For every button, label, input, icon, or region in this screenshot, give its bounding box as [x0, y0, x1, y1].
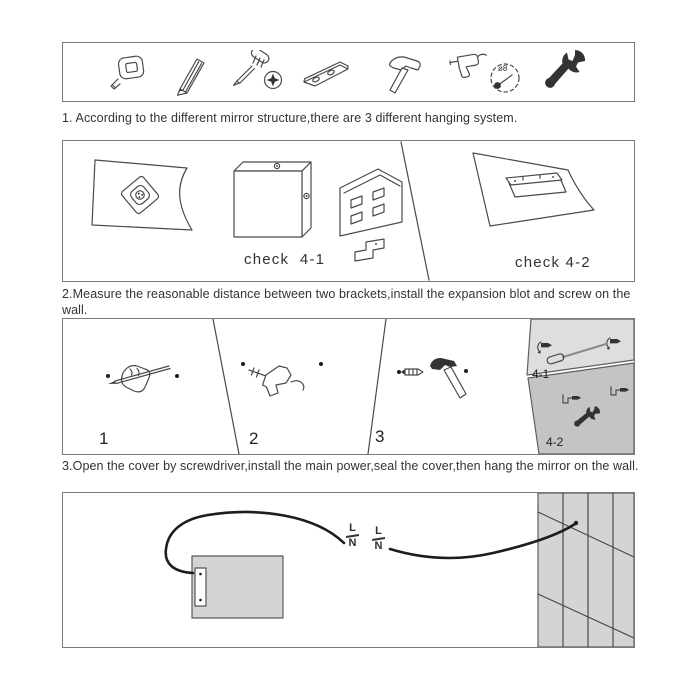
z-bracket-icon [355, 239, 384, 261]
wrench-icon [545, 49, 591, 95]
line-terminal-label: L [349, 522, 356, 534]
tools-row [63, 43, 634, 101]
tiled-wall [538, 493, 634, 647]
step-3-caption: 3.Open the cover by screwdriver,install the main power,seal the cover,then hang the mirror on the wall. [62, 459, 639, 473]
junction-box [192, 556, 283, 618]
panel-divider-1 [213, 319, 239, 454]
wiring-panel [62, 492, 635, 648]
mirror-box-with-hooks [234, 162, 311, 237]
install-steps-illustration [63, 319, 634, 454]
neutral-terminal-label: N [348, 536, 357, 549]
panel-2-label: 2 [249, 429, 259, 448]
panel-3-label: 3 [375, 427, 385, 446]
cable-wall-anchor [574, 521, 578, 525]
marking-drilling-panel [62, 318, 635, 455]
screwdriver-icon [223, 50, 285, 94]
panel-1-label: 1 [99, 429, 109, 448]
neutral-terminal-label: N [374, 539, 383, 552]
check-4-1-label: check 4-1 [244, 251, 326, 268]
step-2-caption: 2.Measure the reasonable distance between two brackets,install the expansion blot and screw on the wall. [62, 287, 631, 317]
panel-4-2-label: 4-2 [546, 435, 564, 449]
power-terminal-right [372, 526, 385, 552]
tape-measure-icon [107, 50, 153, 94]
hanging-systems-panel [62, 140, 635, 282]
tools-panel [62, 42, 635, 102]
panel-2-drilling [241, 362, 323, 396]
hammer-handle-icon [444, 367, 466, 398]
wiring-illustration [63, 493, 634, 647]
mirror-back-bar-bracket [473, 153, 594, 226]
hammer-icon [377, 49, 429, 95]
drill-bit-diameter-label: ø8 [497, 64, 507, 73]
line-terminal-label: L [375, 525, 382, 537]
wall-plug-icon [405, 369, 423, 375]
check-4-2-label: check 4-2 [515, 254, 591, 271]
wall-plate-and-bracket [340, 169, 402, 261]
power-terminal-left [346, 523, 359, 549]
step-1-caption: 1. According to the different mirror structure,there are 3 different hanging system. [62, 111, 518, 125]
hammer-head-icon [430, 358, 457, 370]
spirit-level-icon [301, 52, 361, 92]
panel-4-1-label: 4-1 [532, 367, 550, 381]
hand-icon [122, 366, 150, 392]
panel-1-marking [106, 366, 179, 392]
pencil-icon [169, 48, 207, 96]
drill-body-icon [263, 366, 292, 396]
drill-icon [445, 46, 529, 98]
panel-3-hammering [397, 358, 468, 398]
mirror-back-square-bracket [92, 160, 192, 230]
section-divider [401, 142, 429, 280]
